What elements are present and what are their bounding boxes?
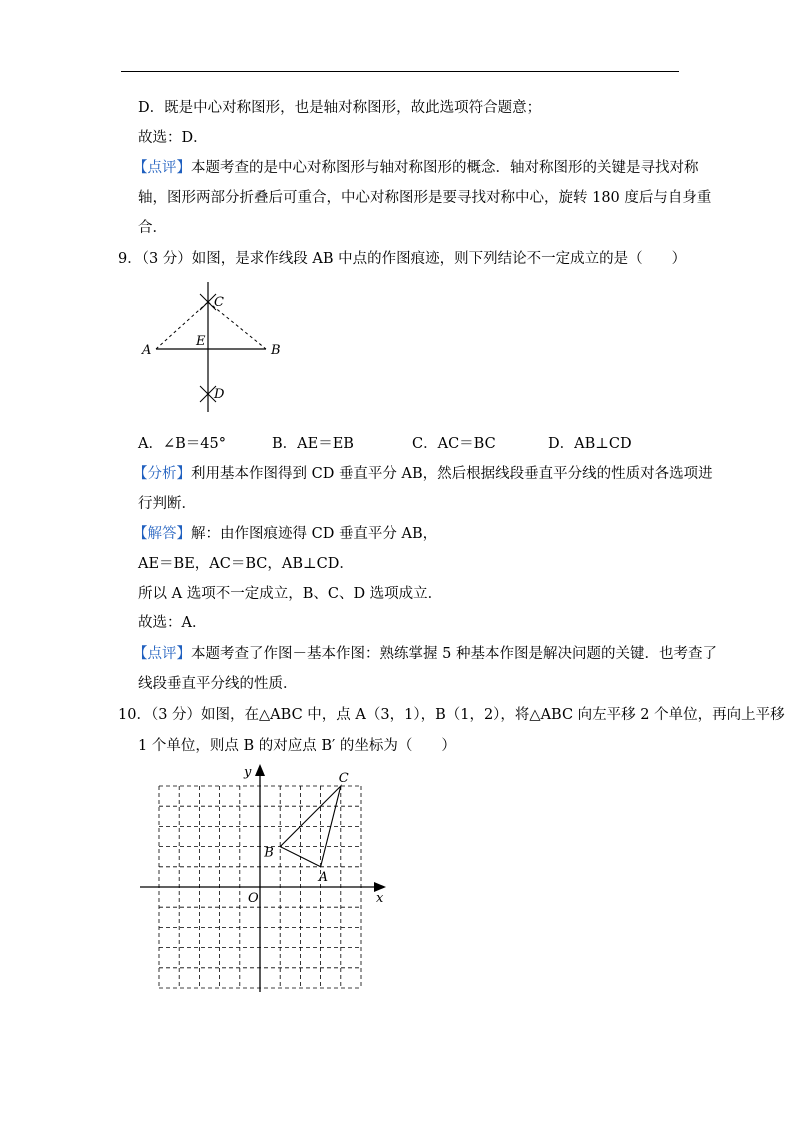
triangle-abc (280, 786, 341, 867)
q8-comment-text-3: 合． (138, 220, 167, 236)
q10-stem-1: 10．（3 分）如图，在△ABC 中，点 A（3，1），B（1，2），将△ABC 向左平移 2 个单位，再向上平移 (118, 707, 785, 723)
comment-tag: 【点评】 (133, 160, 191, 176)
q9-answer (133, 525, 437, 543)
header-rule (121, 71, 679, 72)
q8-choose: 故选：D． (138, 130, 208, 146)
q9-option-a: A．∠B＝45° (138, 436, 226, 452)
q9-analysis-text-2: 行判断． (138, 496, 196, 512)
answer-tag: 【解答】 (133, 526, 191, 542)
q9-option-d: D．AB⊥CD (548, 436, 632, 452)
q9-comment-text-1: 本题考查了作图－基本作图：熟练掌握 5 种基本作图是解决问题的关键．也考查了 (191, 646, 717, 662)
analysis-tag: 【分析】 (133, 466, 191, 482)
q9-label-b: B (271, 343, 281, 358)
q9-option-c: C．AC＝BC (412, 436, 496, 452)
y-axis-arrow-icon (255, 764, 265, 776)
q8-comment-text-1: 本题考查的是中心对称图形与轴对称图形的概念．轴对称图形的关键是寻找对称 (191, 160, 699, 176)
q9-answer-text-1: 解：由作图痕迹得 CD 垂直平分 AB， (191, 526, 438, 542)
q10-stem-2: 1 个单位，则点 B 的对应点 B′ 的坐标为（ ） (138, 738, 456, 754)
point-b-label: B (264, 845, 274, 861)
x-axis-label: x (376, 891, 384, 906)
q9-choose: 故选：A． (138, 615, 207, 631)
q9-comment-text-2: 线段垂直平分线的性质． (138, 676, 298, 692)
q9-answer-text-3: 所以 A 选项不一定成立，B、C、D 选项成立． (138, 586, 443, 602)
y-axis-label: y (244, 765, 252, 780)
q9-label-c: C (214, 295, 224, 310)
point-c-label: C (338, 771, 349, 786)
q9-label-d: D (214, 387, 225, 402)
q9-stem: 9．（3 分）如图，是求作线段 AB 中点的作图痕迹，则下列结论不一定成立的是（ ） (118, 251, 687, 267)
q8-option-d-explanation: D．既是中心对称图形，也是轴对称图形，故此选项符合题意； (138, 100, 542, 116)
q10-coordinate-figure (130, 760, 400, 1000)
q9-analysis-text-1: 利用基本作图得到 CD 垂直平分 AB，然后根据线段垂直平分线的性质对各选项进 (191, 466, 713, 482)
q9-label-a: A (142, 343, 152, 358)
q9-analysis (133, 465, 713, 483)
comment-tag: 【点评】 (133, 646, 191, 662)
q9-option-b: B．AE＝EB (272, 436, 354, 452)
point-a-label: A (318, 869, 328, 885)
q8-comment-text-2: 轴，图形两部分折叠后可重合，中心对称图形是要寻找对称中心，旋转 180 度后与自身重 (138, 190, 712, 206)
q9-answer-text-2: AE＝BE，AC＝BC，AB⊥CD． (138, 556, 354, 572)
q9-figure (138, 278, 288, 418)
origin-label: O (248, 891, 259, 906)
q9-comment (133, 645, 717, 663)
q8-comment (133, 159, 699, 177)
q9-label-e: E (196, 334, 206, 349)
